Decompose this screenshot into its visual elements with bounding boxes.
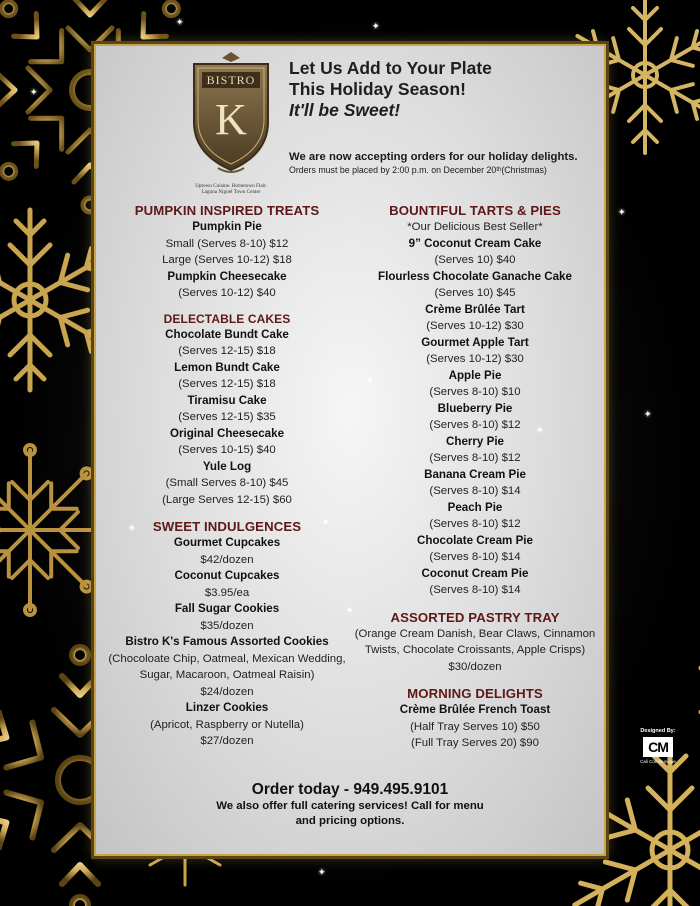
- headline-line-1: Let Us Add to Your Plate: [289, 58, 492, 78]
- intro-deadline-suffix: th: [496, 167, 502, 173]
- menu-item-name: Bistro K's Famous Assorted Cookies: [125, 635, 329, 648]
- menu-item-detail: $24/dozen: [200, 685, 254, 698]
- logo-letter: K: [215, 95, 247, 144]
- catering-line-2: and pricing options.: [295, 815, 405, 827]
- menu-item-detail: (Serves 8-10) $10: [429, 386, 521, 398]
- section-list: [96, 219, 358, 302]
- menu-item-name: Blueberry Pie: [437, 401, 513, 415]
- sparkle-icon: ✦: [346, 605, 354, 615]
- menu-item-detail: (Serves 8-10) $14: [429, 551, 521, 563]
- sparkle-icon: ✦: [318, 867, 326, 877]
- headline-line-2: This Holiday Season!: [289, 79, 466, 99]
- sparkle-icon: ✦: [644, 409, 652, 419]
- menu-item-detail: $35/dozen: [200, 619, 254, 632]
- menu-item-name: Yule Log: [202, 459, 252, 473]
- menu-item-detail: (Chocoloate Chip, Oatmeal, Mexican Wedding,: [108, 652, 346, 665]
- menu-item-detail: $30/dozen: [448, 660, 502, 673]
- caption-line-2: Laguna Niguel Town Center: [201, 189, 261, 195]
- menu-item-name: Pumpkin Pie: [192, 220, 262, 233]
- menu-item-name: Peach Pie: [447, 500, 503, 514]
- sparkle-icon: ✦: [366, 375, 374, 385]
- menu-item-detail: (Serves 8-10) $14: [429, 485, 521, 497]
- menu-item-detail: Sugar, Macaroon, Oatmeal Raisin): [139, 669, 315, 681]
- menu-item-name: Gourmet Cupcakes: [173, 536, 281, 549]
- menu-item-detail: $27/dozen: [200, 735, 254, 747]
- menu-item-detail: (Serves 10-15) $40: [178, 444, 276, 456]
- menu-item-name: Flourless Chocolate Ganache Cake: [378, 269, 572, 283]
- menu-item-detail: Small (Serves 8-10) $12: [165, 237, 289, 250]
- section-list: [340, 626, 610, 676]
- sparkle-icon: ✦: [322, 517, 330, 527]
- sparkle-icon: ✦: [128, 523, 136, 533]
- designer-label: Designed By:: [640, 728, 676, 734]
- section-heading: MORNING DELIGHTS: [407, 686, 543, 701]
- logo-caption: [176, 183, 286, 195]
- menu-item-detail: (Serves 12-15) $35: [178, 411, 276, 423]
- menu-item-detail: (Serves 10) $45: [434, 287, 516, 299]
- menu-item-detail: (Large Serves 12-15) $60: [162, 493, 292, 506]
- menu-item-detail: (Serves 12-15) $18: [178, 378, 276, 390]
- menu-item-detail: (Serves 8-10) $12: [429, 518, 521, 530]
- menu-item-name: 9” Coconut Cream Cake: [408, 236, 542, 250]
- menu-item-name: Gourmet Apple Tart: [421, 335, 529, 349]
- catering-note: [94, 799, 606, 829]
- menu-item-name: Cherry Pie: [446, 434, 504, 448]
- sparkle-icon: ✦: [372, 21, 380, 31]
- section-heading: ASSORTED PASTRY TRAY: [390, 609, 560, 625]
- menu-item-detail: (Serves 12-15) $18: [178, 345, 276, 357]
- footer: [94, 780, 606, 829]
- menu-item-detail: $3.95/ea: [204, 586, 250, 599]
- menu-item-detail: (Small Serves 8-10) $45: [165, 477, 289, 489]
- menu-item-name: Chocolate Bundt Cake: [165, 327, 289, 341]
- menu-item-name: Crème Brûlée Tart: [425, 302, 525, 316]
- intro-deadline: Orders must be placed by 2:00 p.m. on December 20: [289, 165, 497, 175]
- menu-item-name: Tiramisu Cake: [187, 393, 267, 407]
- section-list: [96, 327, 358, 509]
- logo-top-text: BISTRO: [206, 73, 256, 87]
- headline-tagline: It'll be Sweet!: [289, 100, 401, 120]
- order-phone[interactable]: Order today - 949.495.9101: [251, 781, 449, 798]
- menu-item-detail: (Full Tray Serves 20) $90: [411, 737, 539, 749]
- headline: [289, 58, 492, 121]
- intro: [289, 150, 605, 176]
- menu-item-name: Chocolate Cream Pie: [417, 533, 533, 547]
- menu-item-name: Lemon Bundt Cake: [174, 360, 280, 374]
- menu-item-detail: $42/dozen: [200, 553, 254, 566]
- menu-item-detail: (Serves 8-10) $14: [429, 584, 521, 596]
- menu-item-detail: (Serves 10) $40: [434, 254, 516, 266]
- menu-item-name: Pumpkin Cheesecake: [167, 269, 287, 283]
- catering-line-1: We also offer full catering services! Call for menu: [216, 800, 484, 812]
- menu-item-name: Apple Pie: [448, 368, 502, 382]
- section-heading: PUMPKIN INSPIRED TREATS: [134, 203, 320, 218]
- sparkle-icon: ✦: [536, 425, 544, 435]
- menu-item-detail: (Apricot, Raspberry or Nutella): [150, 718, 304, 731]
- menu-item-name: Coconut Cream Pie: [421, 566, 529, 580]
- menu-item-detail: (Serves 8-10) $12: [429, 419, 521, 431]
- menu-item-detail: (Serves 10-12) $30: [426, 320, 524, 332]
- menu-item-detail: (Serves 10-12) $30: [426, 353, 524, 365]
- menu-item-detail: *Our Delicious Best Seller*: [407, 221, 543, 233]
- menu-item-detail: Large (Serves 10-12) $18: [162, 254, 292, 266]
- menu-item-name: Banana Cream Pie: [424, 467, 526, 481]
- menu-item-name: Coconut Cupcakes: [174, 569, 280, 582]
- designer-logo: CM: [643, 737, 673, 757]
- section-heading: DELECTABLE CAKES: [163, 311, 291, 326]
- section-heading: SWEET INDULGENCES: [152, 519, 302, 534]
- section-list: [340, 702, 610, 752]
- designer-name: Cali Communique: [640, 759, 676, 764]
- menu-item-detail: (Orange Cream Danish, Bear Claws, Cinnamon: [354, 627, 596, 640]
- sparkle-icon: ✦: [618, 207, 626, 217]
- intro-line-1: We are now accepting orders for our holiday delights.: [289, 151, 578, 163]
- menu-item-detail: (Serves 8-10) $12: [429, 452, 521, 464]
- bistro-k-logo: [188, 50, 274, 178]
- menu-item-name: Crème Brûlée French Toast: [399, 703, 551, 716]
- right-menu-column: [340, 203, 610, 752]
- section-list: [340, 219, 610, 599]
- intro-deadline-holiday: (Christmas): [501, 165, 547, 175]
- section-list: [96, 535, 358, 750]
- caption-line-1: Uptown Cuisine. Hometown Flair.: [195, 183, 267, 189]
- menu-item-detail: Twists, Chocolate Croissants, Apple Crisps): [364, 644, 586, 656]
- sparkle-icon: ✦: [30, 87, 38, 97]
- menu-item-detail: (Serves 10-12) $40: [178, 287, 276, 299]
- designer-credit: [632, 728, 684, 765]
- menu-item-name: Linzer Cookies: [185, 701, 269, 714]
- menu-item-name: Fall Sugar Cookies: [174, 602, 280, 615]
- sparkle-icon: ✦: [176, 17, 184, 27]
- intro-line-2: [289, 164, 605, 176]
- section-heading: BOUNTIFUL TARTS & PIES: [389, 203, 561, 218]
- left-menu-column: [96, 203, 358, 750]
- menu-item-detail: (Half Tray Serves 10) $50: [410, 720, 540, 733]
- menu-item-name: Original Cheesecake: [169, 426, 285, 440]
